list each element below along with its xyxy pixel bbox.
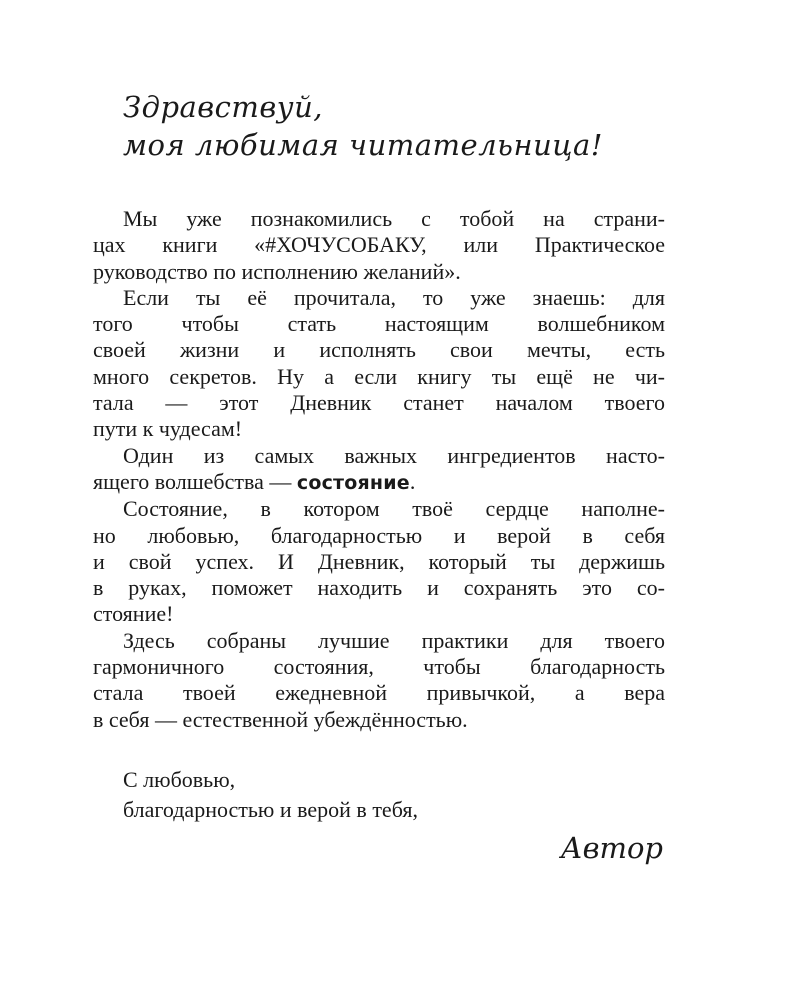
text-line: того чтобы стать настоящим волшебником — [93, 311, 665, 337]
text-line: своей жизни и исполнять свои мечты, есть — [93, 337, 665, 363]
letter-page — [93, 88, 665, 865]
text-line: Мы уже познакомились с тобой на страни- — [123, 206, 665, 231]
letter-body — [93, 206, 665, 733]
text-line: но любовью, благодарностью и верой в себя — [93, 522, 665, 548]
text-line: Состояние, в котором твоё сердце наполне- — [123, 496, 665, 522]
text-line: стала твоей ежедневной привычкой, а вера — [93, 680, 665, 706]
closing-line-2: благодарностью и верой в тебя, — [123, 796, 418, 822]
paragraph-4 — [93, 496, 665, 627]
emphasized-word: состояние — [296, 471, 410, 494]
text-line: тала — этот Дневник станет началом твоего — [93, 390, 665, 416]
closing-line-1: С любовью, — [123, 766, 236, 792]
text-line: Здесь собраны лучшие практики для твоего — [123, 627, 665, 653]
text-line: в руках, поможет находить и сохранять это со- — [93, 575, 665, 601]
text-line: пути к чудесам! — [93, 416, 243, 442]
closing-block — [123, 765, 665, 825]
text-line: Если ты её прочитала, то уже знаешь: для — [123, 284, 665, 310]
text-line: много секретов. Ну а если книгу ты ещё не чи- — [93, 363, 665, 389]
text-line: и свой успех. И Дневник, который ты держишь — [93, 548, 665, 574]
text-fragment: . — [409, 468, 416, 494]
paragraph-2 — [93, 285, 665, 443]
text-line: цах книги «#ХОЧУСОБАКУ, или Практическое — [93, 232, 665, 258]
text-fragment: ящего волшебства — — [93, 468, 297, 494]
text-line: руководство по исполнению желаний». — [93, 258, 461, 284]
text-line: стояние! — [93, 601, 174, 627]
text-line: гармоничного состояния, чтобы благодарность — [93, 654, 665, 680]
text-line: Один из самых важных ингредиентов насто- — [123, 442, 665, 468]
author-signature: Автор — [560, 830, 663, 865]
greeting-heading — [123, 88, 665, 164]
text-line: в себя — естественной убеждённостью. — [93, 706, 468, 732]
paragraph-1 — [93, 206, 665, 285]
paragraph-3 — [93, 443, 665, 497]
paragraph-5 — [93, 628, 665, 733]
text-line — [93, 469, 665, 496]
greeting-line-1: Здравствуй, — [123, 90, 324, 124]
greeting-line-2: моя любимая читательница! — [123, 128, 603, 162]
